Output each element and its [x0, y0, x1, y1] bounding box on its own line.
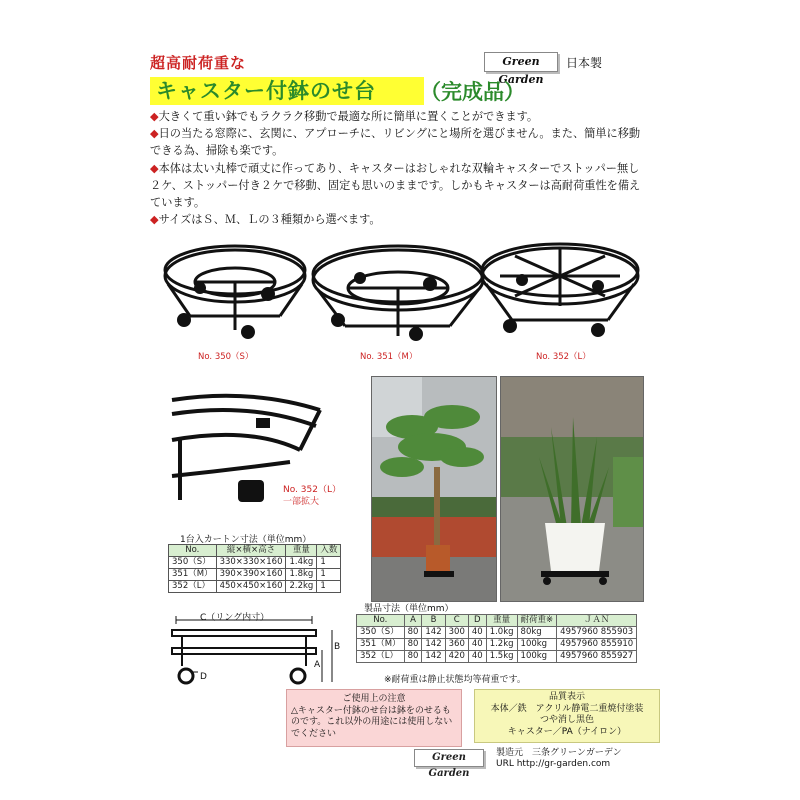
maker-label: 製造元 — [496, 748, 524, 758]
photo-money-tree — [371, 376, 497, 602]
footer-brand-logo: Green Garden — [414, 749, 484, 767]
stand-large-image — [482, 244, 638, 320]
caution-title: ご使用上の注意 — [342, 694, 406, 704]
subtitle: 超高耐荷重な — [150, 54, 247, 72]
bullet-icon: ◆ — [150, 213, 159, 227]
description — [150, 108, 650, 228]
caster-icons — [177, 282, 275, 339]
quality-line: 本体／鉄 アクリル静電二重焼付塗装 — [490, 703, 644, 714]
product-images — [150, 236, 650, 348]
table-row: 350（S） 80 142 300 40 1.0kg 80kg 4957960 855903 — [357, 627, 637, 639]
product-label-351: No. 351（M） — [360, 352, 418, 362]
title-suffix: （完成品） — [420, 80, 525, 104]
table-row: 352（L） 450×450×160 2.2kg 1 — [169, 581, 341, 593]
diagram-b-label: B — [334, 642, 341, 652]
page-title: キャスター付鉢のせ台 — [150, 77, 424, 105]
bullet-icon: ◆ — [150, 161, 159, 175]
table-row: 350（S） 330×330×160 1.4kg 1 — [169, 557, 341, 569]
table-row: 352（L） 80 142 420 40 1.5kg 100kg 4957960 855927 — [357, 651, 637, 663]
diagram-a-label: A — [314, 660, 321, 670]
carton-caption: 1台入カートン寸法（単位mm） — [180, 535, 312, 545]
caster-icon — [238, 480, 264, 502]
bullet-icon: ◆ — [150, 127, 159, 141]
description-line: ◆サイズはＳ、Ｍ、Ｌの３種類から選べます。 — [150, 213, 381, 227]
quality-box — [474, 689, 660, 743]
maker-info — [496, 748, 622, 770]
quality-line: つや消し黒色 — [539, 715, 594, 725]
description-line: ◆本体は太い丸棒で頑丈に作ってあり、キャスターはおしゃれな双輪キャスターでストッパー無し２ケ、ストッパー付き２ケで移動、固定も思いのままです。しかもキャスターは高耐荷重性を備えています。 — [150, 161, 641, 210]
description-line: ◆日の当たる窓際に、玄関に、アプローチに、リビングにと場所を選びません。また、簡単に移動できる為、掃除も楽です。 — [150, 127, 641, 158]
product-label-352: No. 352（L） — [536, 352, 591, 362]
carton-table — [168, 544, 341, 593]
spec-caption: 製品寸法（単位mm） — [364, 604, 454, 614]
quality-line: キャスター／PA（ナイロン） — [507, 726, 627, 737]
table-header-row: No. 縦×横×高さ 重量 入数 — [169, 545, 341, 557]
maker-name: 三条グリーンガーデン — [532, 748, 622, 758]
maker-url: URL http://gr-garden.com — [496, 759, 611, 769]
photo-snake-plant — [500, 376, 644, 602]
table-header-row: No. A B C D 重量 耐荷重※ ＪＡＮ — [357, 615, 637, 627]
origin-label: 日本製 — [566, 56, 603, 70]
table-row: 351（M） 80 142 360 40 1.2kg 100kg 4957960 855910 — [357, 639, 637, 651]
brand-logo: Green Garden — [484, 52, 558, 72]
caution-body: △キャスター付鉢のせ台は鉢をのせるものです。これ以外の用途には使用しないでください — [291, 705, 453, 739]
diagram-d-label: D — [200, 672, 207, 682]
caution-box — [286, 689, 462, 747]
diagram-c-label: C（リング内寸） — [200, 613, 270, 623]
spec-note: ※耐荷重は静止状態均等荷重です。 — [384, 675, 526, 685]
product-label-350: No. 350（S） — [198, 352, 254, 362]
table-row: 351（M） 390×390×160 1.8kg 1 — [169, 569, 341, 581]
quality-title: 品質表示 — [548, 692, 585, 702]
bullet-icon: ◆ — [150, 110, 159, 123]
spec-table — [356, 614, 637, 663]
closeup-label: No. 352（L） 一部拡大 — [283, 485, 341, 507]
description-line: ◆大きくて重い鉢でもラクラク移動で最適な所に簡単に置くことができます。 — [150, 110, 539, 123]
